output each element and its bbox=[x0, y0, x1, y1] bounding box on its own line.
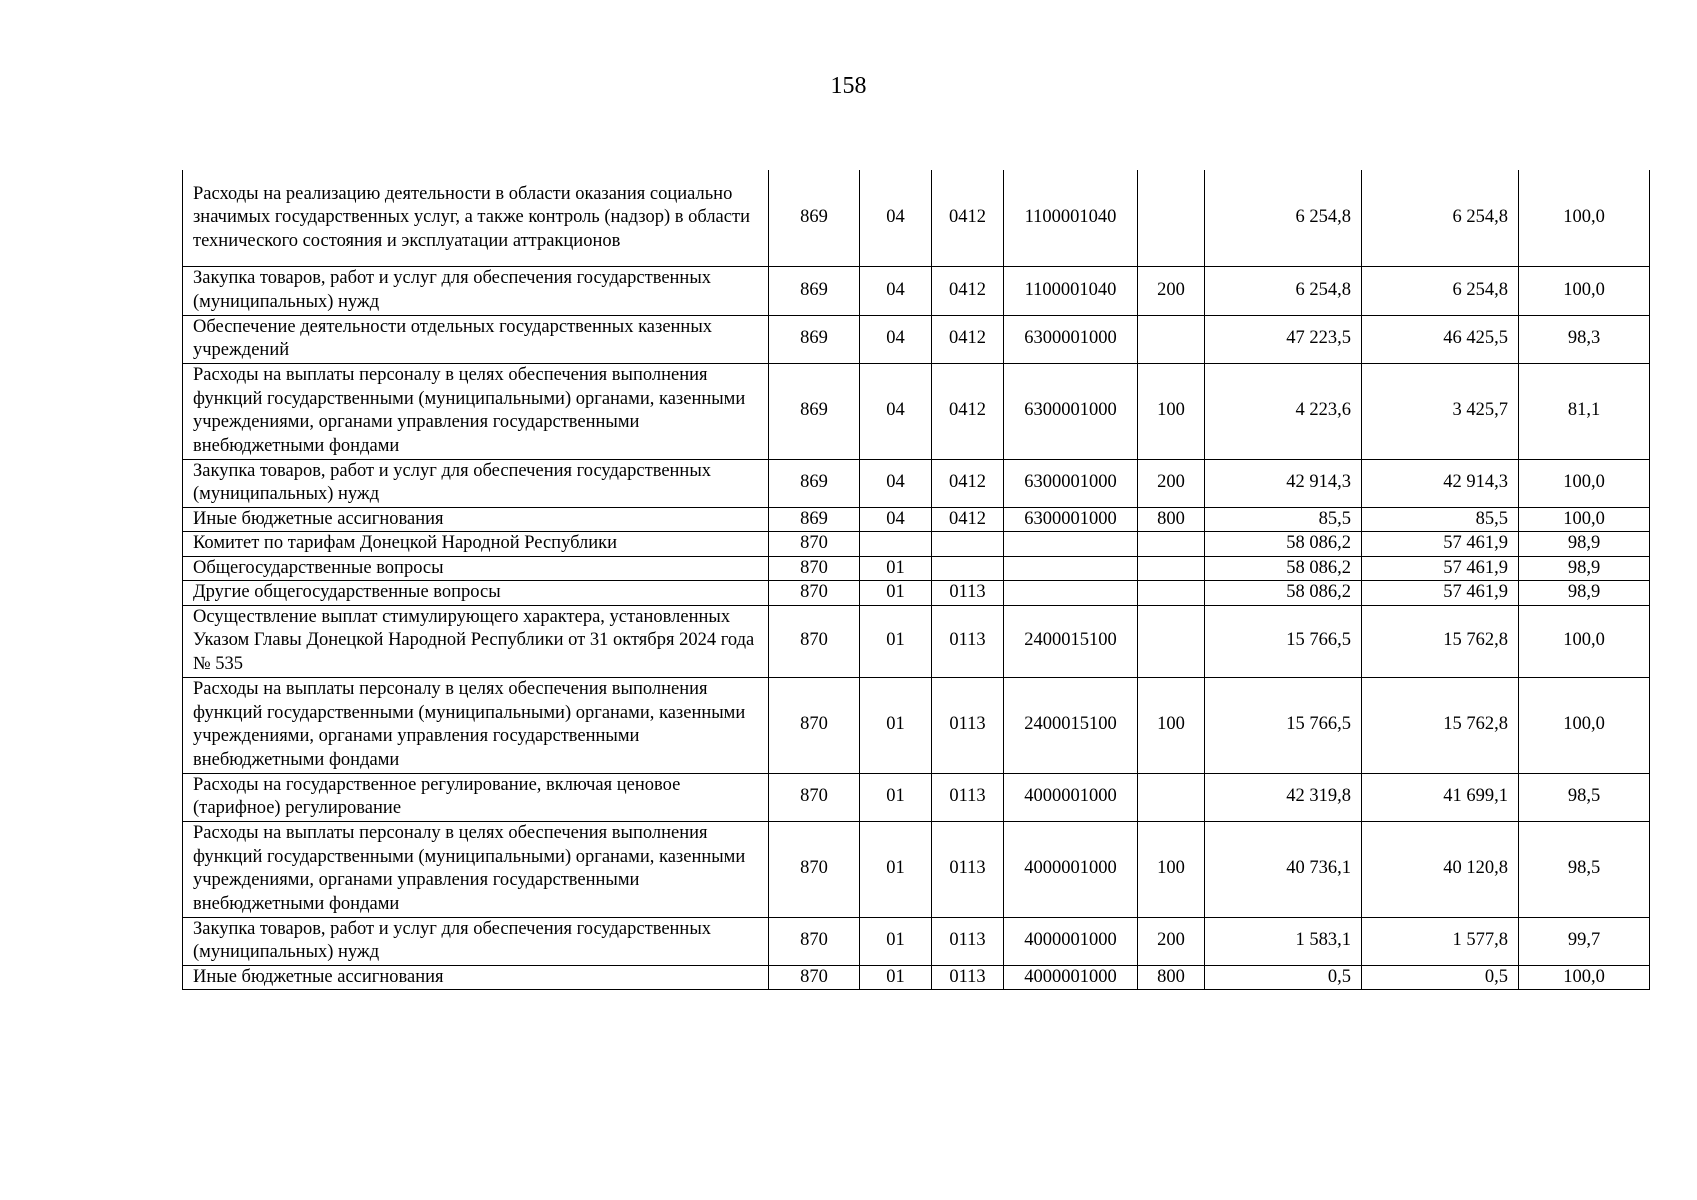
cell-expense-name: Другие общегосударственные вопросы bbox=[183, 581, 769, 606]
table-row bbox=[183, 315, 1650, 363]
table-row bbox=[183, 556, 1650, 581]
cell-planned-amount: 15 766,5 bbox=[1205, 677, 1362, 773]
cell-expense-name: Общегосударственные вопросы bbox=[183, 556, 769, 581]
cell-execution-percent: 100,0 bbox=[1519, 459, 1650, 507]
cell-section-code: 04 bbox=[860, 266, 932, 315]
cell-planned-amount: 15 766,5 bbox=[1205, 605, 1362, 677]
table-row bbox=[183, 821, 1650, 917]
cell-section-code: 01 bbox=[860, 917, 932, 965]
cell-execution-percent: 100,0 bbox=[1519, 605, 1650, 677]
cell-executed-amount: 6 254,8 bbox=[1362, 170, 1519, 266]
cell-section-code: 04 bbox=[860, 459, 932, 507]
cell-executed-amount: 1 577,8 bbox=[1362, 917, 1519, 965]
cell-planned-amount: 58 086,2 bbox=[1205, 532, 1362, 557]
cell-execution-percent: 98,5 bbox=[1519, 773, 1650, 821]
cell-expense-name: Расходы на государственное регулирование, включая ценовое (тарифное) регулирование bbox=[183, 773, 769, 821]
cell-expense-name: Расходы на реализацию деятельности в области оказания социально значимых государственных услуг, а также контроль (надзор) в области технического состояния и эксплуатации аттракционов bbox=[183, 170, 769, 266]
cell-expense-type: 200 bbox=[1138, 459, 1205, 507]
cell-section-code: 01 bbox=[860, 821, 932, 917]
cell-execution-percent: 98,3 bbox=[1519, 315, 1650, 363]
cell-planned-amount: 58 086,2 bbox=[1205, 581, 1362, 606]
cell-subsection-code: 0113 bbox=[932, 677, 1004, 773]
cell-subsection-code bbox=[932, 556, 1004, 581]
cell-expense-name: Закупка товаров, работ и услуг для обеспечения государственных (муниципальных) нужд bbox=[183, 459, 769, 507]
cell-expense-type bbox=[1138, 773, 1205, 821]
cell-target-article: 4000001000 bbox=[1004, 917, 1138, 965]
cell-grbs-code: 870 bbox=[769, 773, 860, 821]
cell-expense-type bbox=[1138, 170, 1205, 266]
cell-expense-type: 200 bbox=[1138, 917, 1205, 965]
cell-grbs-code: 870 bbox=[769, 605, 860, 677]
cell-execution-percent: 100,0 bbox=[1519, 266, 1650, 315]
cell-target-article: 4000001000 bbox=[1004, 821, 1138, 917]
cell-expense-name: Расходы на выплаты персоналу в целях обеспечения выполнения функций государственными (муниципальными) органами, казенными учреждениями, органами управления государственными внебюджетными фондами bbox=[183, 677, 769, 773]
table-row bbox=[183, 917, 1650, 965]
cell-planned-amount: 58 086,2 bbox=[1205, 556, 1362, 581]
table-row bbox=[183, 507, 1650, 532]
cell-executed-amount: 42 914,3 bbox=[1362, 459, 1519, 507]
cell-section-code: 01 bbox=[860, 773, 932, 821]
cell-target-article: 2400015100 bbox=[1004, 677, 1138, 773]
cell-expense-type: 200 bbox=[1138, 266, 1205, 315]
cell-grbs-code: 870 bbox=[769, 821, 860, 917]
cell-executed-amount: 3 425,7 bbox=[1362, 363, 1519, 459]
cell-target-article bbox=[1004, 532, 1138, 557]
table-row bbox=[183, 170, 1650, 266]
cell-target-article bbox=[1004, 581, 1138, 606]
cell-target-article bbox=[1004, 556, 1138, 581]
cell-expense-name: Закупка товаров, работ и услуг для обеспечения государственных (муниципальных) нужд bbox=[183, 917, 769, 965]
cell-subsection-code: 0113 bbox=[932, 773, 1004, 821]
cell-expense-name: Иные бюджетные ассигнования bbox=[183, 965, 769, 990]
table-row bbox=[183, 965, 1650, 990]
cell-target-article: 6300001000 bbox=[1004, 363, 1138, 459]
cell-target-article: 4000001000 bbox=[1004, 773, 1138, 821]
cell-planned-amount: 85,5 bbox=[1205, 507, 1362, 532]
cell-executed-amount: 0,5 bbox=[1362, 965, 1519, 990]
cell-section-code: 01 bbox=[860, 581, 932, 606]
table-row bbox=[183, 363, 1650, 459]
cell-executed-amount: 15 762,8 bbox=[1362, 605, 1519, 677]
table-row bbox=[183, 773, 1650, 821]
cell-planned-amount: 1 583,1 bbox=[1205, 917, 1362, 965]
cell-execution-percent: 100,0 bbox=[1519, 677, 1650, 773]
cell-executed-amount: 57 461,9 bbox=[1362, 581, 1519, 606]
cell-subsection-code: 0113 bbox=[932, 581, 1004, 606]
cell-section-code: 04 bbox=[860, 363, 932, 459]
cell-expense-type bbox=[1138, 315, 1205, 363]
cell-expense-type bbox=[1138, 581, 1205, 606]
cell-execution-percent: 81,1 bbox=[1519, 363, 1650, 459]
cell-subsection-code: 0113 bbox=[932, 605, 1004, 677]
cell-expense-name: Закупка товаров, работ и услуг для обеспечения государственных (муниципальных) нужд bbox=[183, 266, 769, 315]
cell-grbs-code: 870 bbox=[769, 917, 860, 965]
cell-grbs-code: 870 bbox=[769, 677, 860, 773]
cell-target-article: 2400015100 bbox=[1004, 605, 1138, 677]
cell-execution-percent: 100,0 bbox=[1519, 965, 1650, 990]
cell-executed-amount: 57 461,9 bbox=[1362, 556, 1519, 581]
cell-execution-percent: 98,9 bbox=[1519, 556, 1650, 581]
cell-target-article: 6300001000 bbox=[1004, 315, 1138, 363]
cell-execution-percent: 98,9 bbox=[1519, 532, 1650, 557]
cell-subsection-code: 0412 bbox=[932, 507, 1004, 532]
cell-section-code: 01 bbox=[860, 556, 932, 581]
cell-grbs-code: 869 bbox=[769, 315, 860, 363]
cell-expense-type: 800 bbox=[1138, 507, 1205, 532]
cell-section-code: 04 bbox=[860, 170, 932, 266]
cell-grbs-code: 869 bbox=[769, 507, 860, 532]
cell-grbs-code: 870 bbox=[769, 581, 860, 606]
cell-target-article: 6300001000 bbox=[1004, 507, 1138, 532]
cell-executed-amount: 46 425,5 bbox=[1362, 315, 1519, 363]
table-row bbox=[183, 266, 1650, 315]
cell-expense-type: 100 bbox=[1138, 677, 1205, 773]
cell-execution-percent: 100,0 bbox=[1519, 170, 1650, 266]
cell-grbs-code: 870 bbox=[769, 532, 860, 557]
cell-expense-type: 100 bbox=[1138, 821, 1205, 917]
cell-execution-percent: 100,0 bbox=[1519, 507, 1650, 532]
page-number: 158 bbox=[830, 73, 867, 99]
cell-planned-amount: 4 223,6 bbox=[1205, 363, 1362, 459]
cell-expense-type: 800 bbox=[1138, 965, 1205, 990]
cell-expense-type bbox=[1138, 556, 1205, 581]
cell-section-code: 04 bbox=[860, 315, 932, 363]
cell-expense-name: Осуществление выплат стимулирующего характера, установленных Указом Главы Донецкой Народной Республики от 31 октября 2024 года № 535 bbox=[183, 605, 769, 677]
cell-grbs-code: 869 bbox=[769, 363, 860, 459]
cell-grbs-code: 870 bbox=[769, 556, 860, 581]
cell-grbs-code: 869 bbox=[769, 266, 860, 315]
cell-subsection-code: 0412 bbox=[932, 170, 1004, 266]
cell-target-article: 6300001000 bbox=[1004, 459, 1138, 507]
cell-executed-amount: 6 254,8 bbox=[1362, 266, 1519, 315]
cell-executed-amount: 41 699,1 bbox=[1362, 773, 1519, 821]
table-row bbox=[183, 605, 1650, 677]
cell-execution-percent: 98,5 bbox=[1519, 821, 1650, 917]
cell-target-article: 1100001040 bbox=[1004, 266, 1138, 315]
cell-target-article: 1100001040 bbox=[1004, 170, 1138, 266]
cell-executed-amount: 15 762,8 bbox=[1362, 677, 1519, 773]
cell-planned-amount: 47 223,5 bbox=[1205, 315, 1362, 363]
cell-planned-amount: 40 736,1 bbox=[1205, 821, 1362, 917]
table-row bbox=[183, 677, 1650, 773]
table-row bbox=[183, 581, 1650, 606]
cell-expense-type bbox=[1138, 532, 1205, 557]
cell-expense-type bbox=[1138, 605, 1205, 677]
cell-planned-amount: 6 254,8 bbox=[1205, 266, 1362, 315]
cell-subsection-code: 0412 bbox=[932, 315, 1004, 363]
cell-execution-percent: 99,7 bbox=[1519, 917, 1650, 965]
cell-planned-amount: 0,5 bbox=[1205, 965, 1362, 990]
cell-planned-amount: 6 254,8 bbox=[1205, 170, 1362, 266]
cell-expense-name: Иные бюджетные ассигнования bbox=[183, 507, 769, 532]
table-row bbox=[183, 532, 1650, 557]
cell-expense-name: Комитет по тарифам Донецкой Народной Республики bbox=[183, 532, 769, 557]
cell-section-code bbox=[860, 532, 932, 557]
cell-subsection-code bbox=[932, 532, 1004, 557]
cell-planned-amount: 42 914,3 bbox=[1205, 459, 1362, 507]
cell-subsection-code: 0113 bbox=[932, 965, 1004, 990]
cell-expense-name: Расходы на выплаты персоналу в целях обеспечения выполнения функций государственными (муниципальными) органами, казенными учреждениями, органами управления государственными внебюджетными фондами bbox=[183, 821, 769, 917]
cell-subsection-code: 0113 bbox=[932, 917, 1004, 965]
cell-subsection-code: 0113 bbox=[932, 821, 1004, 917]
cell-subsection-code: 0412 bbox=[932, 266, 1004, 315]
cell-subsection-code: 0412 bbox=[932, 363, 1004, 459]
cell-planned-amount: 42 319,8 bbox=[1205, 773, 1362, 821]
cell-grbs-code: 870 bbox=[769, 965, 860, 990]
cell-executed-amount: 85,5 bbox=[1362, 507, 1519, 532]
cell-subsection-code: 0412 bbox=[932, 459, 1004, 507]
cell-target-article: 4000001000 bbox=[1004, 965, 1138, 990]
cell-grbs-code: 869 bbox=[769, 459, 860, 507]
cell-execution-percent: 98,9 bbox=[1519, 581, 1650, 606]
cell-executed-amount: 40 120,8 bbox=[1362, 821, 1519, 917]
cell-executed-amount: 57 461,9 bbox=[1362, 532, 1519, 557]
cell-section-code: 01 bbox=[860, 677, 932, 773]
table-body bbox=[183, 170, 1650, 990]
cell-section-code: 01 bbox=[860, 965, 932, 990]
cell-expense-name: Расходы на выплаты персоналу в целях обеспечения выполнения функций государственными (муниципальными) органами, казенными учреждениями, органами управления государственными внебюджетными фондами bbox=[183, 363, 769, 459]
cell-expense-type: 100 bbox=[1138, 363, 1205, 459]
cell-grbs-code: 869 bbox=[769, 170, 860, 266]
cell-section-code: 01 bbox=[860, 605, 932, 677]
cell-section-code: 04 bbox=[860, 507, 932, 532]
budget-table bbox=[182, 170, 1650, 990]
cell-expense-name: Обеспечение деятельности отдельных государственных казенных учреждений bbox=[183, 315, 769, 363]
table-row bbox=[183, 459, 1650, 507]
